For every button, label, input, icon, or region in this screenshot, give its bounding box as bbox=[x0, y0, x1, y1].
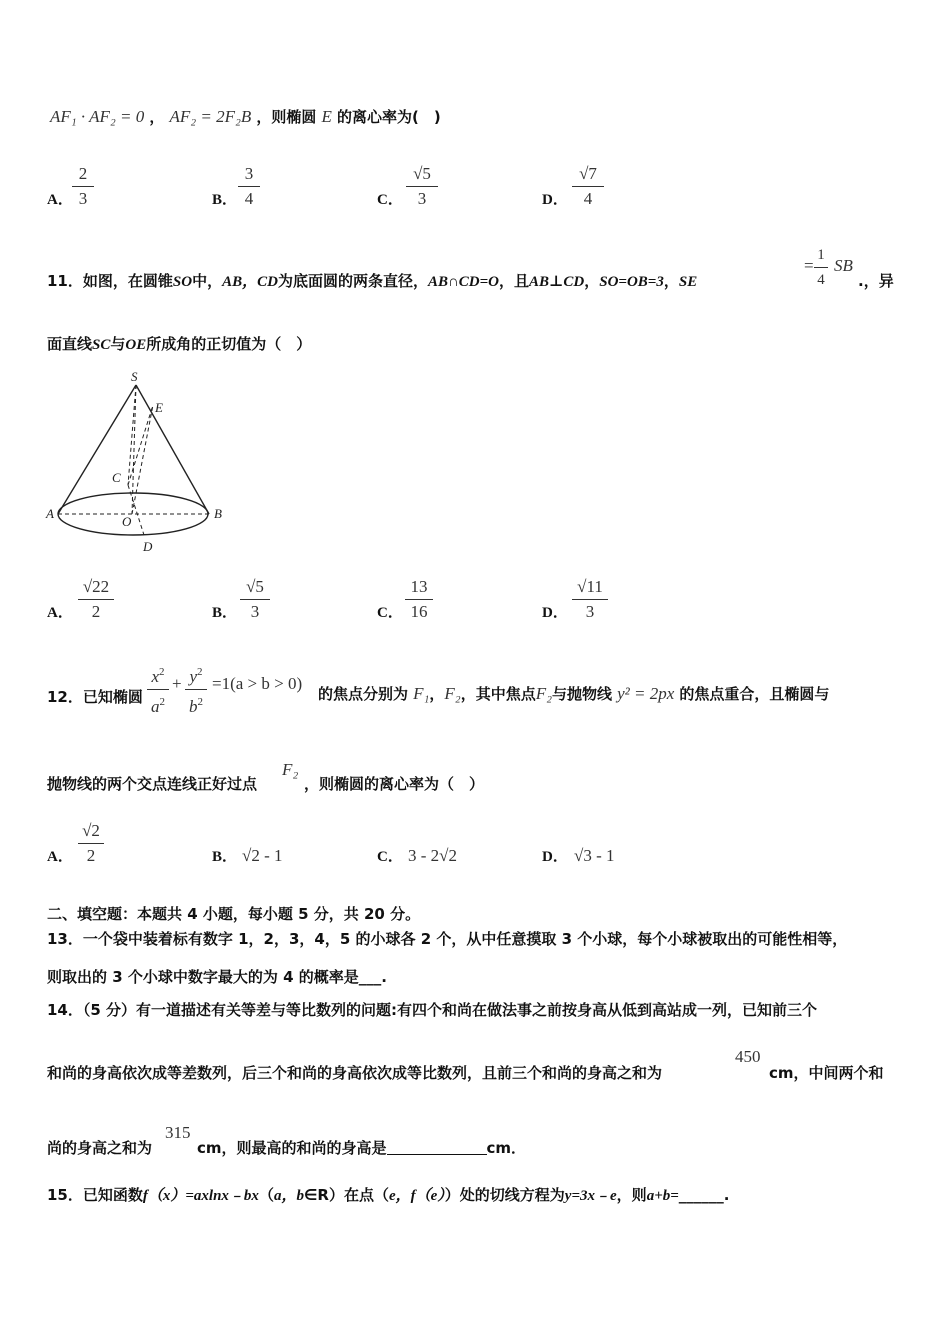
q11-line-2: 面直线SC与OE所成角的正切值为（ ） bbox=[47, 335, 312, 353]
q13-line-1: 13．一个袋中装着标有数字 1，2，3，4，5 的小球各 2 个，从中任意摸取 3 个小球，每个小球被取出的可能性相等， bbox=[47, 930, 848, 948]
q11-option-a-label[interactable]: A． bbox=[47, 605, 73, 621]
q10-condition-line: AF₁ · AF₂ = 0 ， AF₂ = 2F₂B ，则椭圆 E 的离心率为( ) bbox=[50, 107, 441, 126]
q13-line-2: 则取出的 3 个小球中数字最大的为 4 的概率是___. bbox=[47, 968, 387, 986]
q12-option-b-value[interactable]: √2 - 1 bbox=[242, 846, 283, 865]
q15-line: 15．已知函数f（x）=axlnx﹣bx（a，b∈R）在点（e，f（e））处的切线方程为y=3x﹣e，则a+b=______. bbox=[47, 1186, 730, 1204]
q10-ellipse-e: E bbox=[321, 107, 332, 126]
q12-option-a-label[interactable]: A． bbox=[47, 849, 73, 865]
q10-text: ，则椭圆 bbox=[256, 108, 317, 126]
q12-ellipse-y-term: $y^2$ $b^2$ bbox=[185, 661, 207, 718]
q12-line-2: 抛物线的两个交点连线正好过点 bbox=[47, 775, 258, 793]
q12-option-a-value[interactable]: √2 2 bbox=[78, 820, 104, 867]
q11-option-d-label[interactable]: D． bbox=[542, 605, 568, 621]
q11-option-b-value[interactable]: √5 3 bbox=[240, 576, 270, 623]
q15-function: f（x）=axlnx﹣bx bbox=[142, 1188, 259, 1204]
cone-edge-sb bbox=[136, 385, 209, 514]
label-a: A bbox=[46, 506, 54, 521]
q11-se-tail: = bbox=[804, 256, 814, 275]
q15-tangent: y=3x﹣e bbox=[564, 1188, 617, 1204]
q12-option-c-label[interactable]: C． bbox=[377, 849, 403, 865]
label-c: C bbox=[112, 470, 121, 485]
q10-option-a-label[interactable]: A． bbox=[47, 192, 73, 208]
q12-f1: F₁ bbox=[413, 684, 430, 703]
q14-line-2: 和尚的身高依次成等差数列，后三个和尚的身高依次成等比数列，且前三个和尚的身高之和为 bbox=[47, 1064, 663, 1082]
q11-line-1-end: .，异 bbox=[858, 272, 894, 290]
q12-option-d-label[interactable]: D． bbox=[542, 849, 568, 865]
q14-answer-blank[interactable] bbox=[387, 1140, 487, 1155]
q10-option-b-label[interactable]: B． bbox=[212, 192, 238, 208]
q11-sb: SB bbox=[834, 256, 853, 275]
q14-line-3-mid: cm，则最高的和尚的身高是 cm． bbox=[197, 1139, 527, 1157]
q12-line-2-end: ，则椭圆的离心率为（ ） bbox=[304, 775, 485, 793]
segment-so bbox=[132, 385, 136, 514]
q12-f2: F₂ bbox=[444, 684, 461, 703]
q11-option-c-value[interactable]: 13 16 bbox=[405, 576, 433, 623]
label-b: B bbox=[214, 506, 222, 521]
q11-cone-figure bbox=[44, 368, 244, 558]
q14-value-315: 315 bbox=[165, 1123, 191, 1142]
q10-option-b-value[interactable]: 3 4 bbox=[238, 163, 260, 210]
q10-text-2: 的离心率为( ) bbox=[337, 108, 441, 126]
q14-line-3: 尚的身高之和为 bbox=[47, 1139, 153, 1157]
label-s: S bbox=[131, 369, 138, 384]
segment-ce bbox=[128, 405, 153, 485]
label-e: E bbox=[155, 400, 163, 415]
q12-parabola: y² = 2px bbox=[617, 684, 675, 703]
q12-ellipse-tail: =1(a > b > 0) bbox=[212, 674, 303, 693]
section-2-heading: 二、填空题：本题共 4 小题，每小题 5 分，共 20 分。 bbox=[47, 905, 421, 923]
q10-option-a-value[interactable]: 2 3 bbox=[72, 163, 94, 210]
q10-option-c-value[interactable]: √5 3 bbox=[406, 163, 438, 210]
q11-line-1: 11．如图，在圆锥SO中，AB，CD为底面圆的两条直径，AB∩CD=O，且AB⊥CD，SO=OB=3，SE bbox=[47, 272, 698, 290]
q12-ellipse-x-term: $x^2$ $a^2$ bbox=[147, 661, 169, 718]
label-o: O bbox=[122, 514, 132, 529]
q11-option-b-label[interactable]: B． bbox=[212, 605, 238, 621]
q12-f2-point: F₂ bbox=[282, 760, 299, 779]
q10-option-d-label[interactable]: D． bbox=[542, 192, 568, 208]
q10-option-d-value[interactable]: √7 4 bbox=[572, 163, 604, 210]
q11-option-a-value[interactable]: √22 2 bbox=[78, 576, 114, 623]
q12-option-c-value[interactable]: 3 - 2√2 bbox=[408, 846, 457, 865]
q12-line-1-rest: 的焦点分别为 F₁，F₂，其中焦点F₂与抛物线 y² = 2px 的焦点重合，且椭圆与 bbox=[318, 684, 830, 703]
q14-value-450: 450 bbox=[735, 1047, 761, 1066]
q14-line-2-end: cm，中间两个和 bbox=[769, 1064, 884, 1082]
label-d: D bbox=[143, 539, 153, 554]
q12-option-b-label[interactable]: B． bbox=[212, 849, 238, 865]
q14-line-1: 14．（5 分）有一道描述有关等差与等比数列的问题:有四个和尚在做法事之前按身高从低到高站成一列，已知前三个 bbox=[47, 1001, 818, 1019]
cone-edge-sa bbox=[58, 385, 136, 514]
q15-answer-blank[interactable]: ______. bbox=[678, 1186, 730, 1204]
q12-line-1-start: 12．已知椭圆 bbox=[47, 688, 143, 706]
q10-formula-vector-ratio: AF₂ = 2F₂B bbox=[169, 107, 252, 126]
q11-option-c-label[interactable]: C． bbox=[377, 605, 403, 621]
q12-option-d-value[interactable]: √3 - 1 bbox=[574, 846, 615, 865]
q11-option-d-value[interactable]: √11 3 bbox=[572, 576, 608, 623]
q11-se-fraction: 1 4 bbox=[814, 244, 828, 291]
q10-formula-dot-product: AF₁ · AF₂ = 0 bbox=[50, 107, 145, 126]
q10-option-c-label[interactable]: C． bbox=[377, 192, 403, 208]
